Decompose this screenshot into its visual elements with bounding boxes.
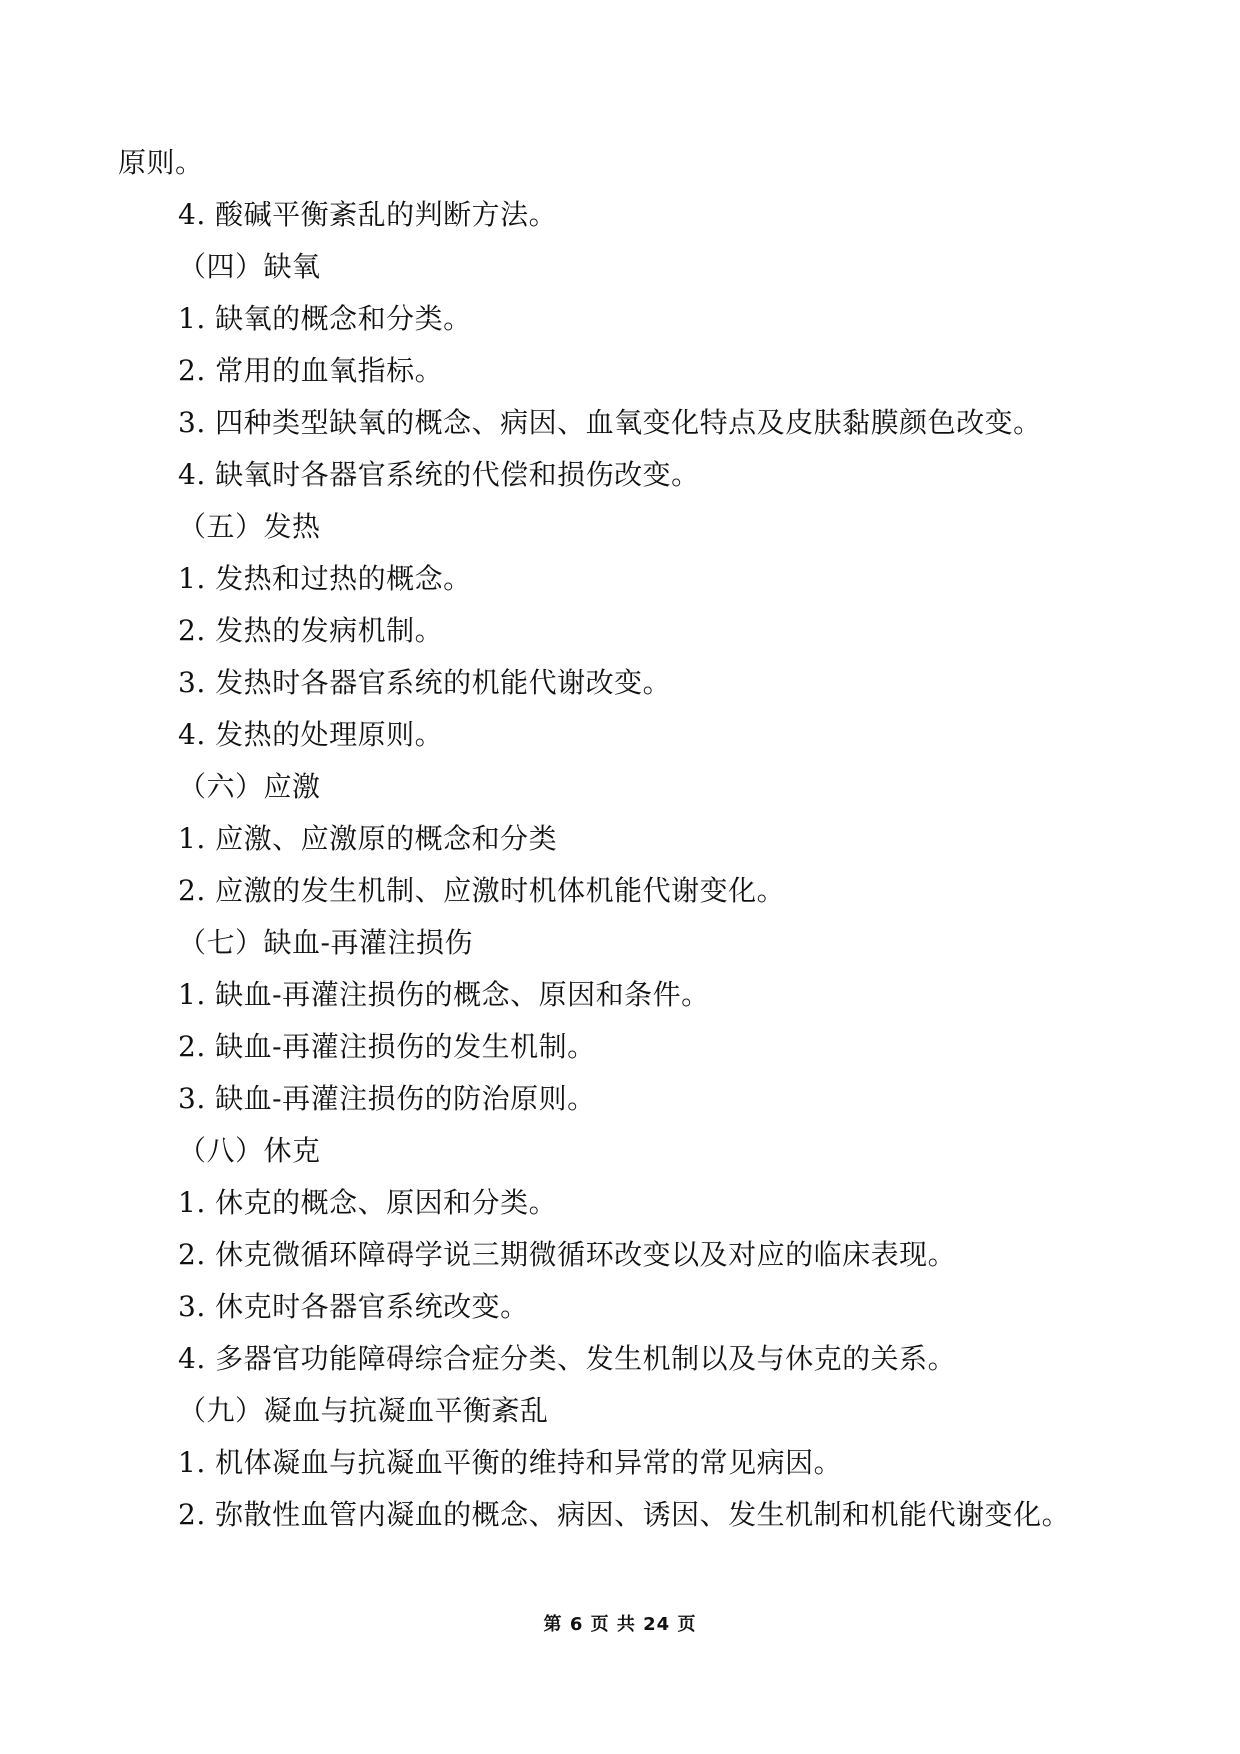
text-line: 3. 休克时各器官系统改变。 bbox=[178, 1290, 529, 1323]
text-line: 4. 酸碱平衡紊乱的判断方法。 bbox=[178, 198, 558, 231]
text-line: 1. 缺血-再灌注损伤的概念、原因和条件。 bbox=[178, 978, 710, 1011]
text-line: 2. 缺血-再灌注损伤的发生机制。 bbox=[178, 1030, 596, 1063]
text-line: 原则。 bbox=[118, 146, 204, 179]
text-line: 2. 发热的发病机制。 bbox=[178, 614, 444, 647]
text-line: 4. 多器官功能障碍综合症分类、发生机制以及与休克的关系。 bbox=[178, 1342, 957, 1375]
section-heading: （八）休克 bbox=[178, 1134, 321, 1167]
text-line: 1. 休克的概念、原因和分类。 bbox=[178, 1186, 558, 1219]
text-line: 3. 缺血-再灌注损伤的防治原则。 bbox=[178, 1082, 596, 1115]
text-line: 4. 发热的处理原则。 bbox=[178, 718, 444, 751]
section-heading: （四）缺氧 bbox=[178, 250, 321, 283]
text-line: 1. 发热和过热的概念。 bbox=[178, 562, 472, 595]
text-line: 2. 应激的发生机制、应激时机体机能代谢变化。 bbox=[178, 874, 786, 907]
text-line: 3. 发热时各器官系统的机能代谢改变。 bbox=[178, 666, 672, 699]
section-heading: （九）凝血与抗凝血平衡紊乱 bbox=[178, 1394, 549, 1427]
text-line: 2. 休克微循环障碍学说三期微循环改变以及对应的临床表现。 bbox=[178, 1238, 957, 1271]
text-line: 2. 常用的血氧指标。 bbox=[178, 354, 444, 387]
text-line: 4. 缺氧时各器官系统的代偿和损伤改变。 bbox=[178, 458, 700, 491]
text-line: 1. 缺氧的概念和分类。 bbox=[178, 302, 472, 335]
page-number-footer: 第 6 页 共 24 页 bbox=[543, 1614, 697, 1635]
text-line: 1. 机体凝血与抗凝血平衡的维持和异常的常见病因。 bbox=[178, 1446, 843, 1479]
section-heading: （七）缺血-再灌注损伤 bbox=[178, 926, 473, 959]
text-line: 1. 应激、应激原的概念和分类 bbox=[178, 822, 558, 855]
section-heading: （六）应激 bbox=[178, 770, 321, 803]
text-line: 2. 弥散性血管内凝血的概念、病因、诱因、发生机制和机能代谢变化。 bbox=[178, 1498, 1071, 1531]
section-heading: （五）发热 bbox=[178, 510, 321, 543]
text-line: 3. 四种类型缺氧的概念、病因、血氧变化特点及皮肤黏膜颜色改变。 bbox=[178, 406, 1042, 439]
